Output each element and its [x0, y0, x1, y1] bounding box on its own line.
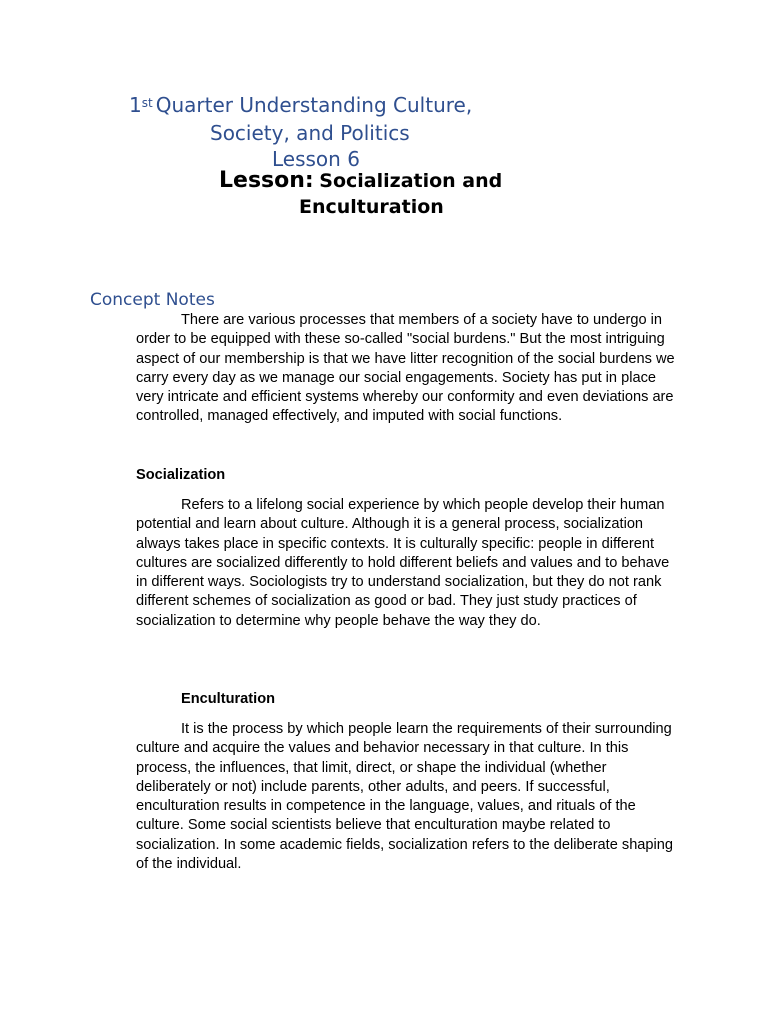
enculturation-text: It is the process by which people learn the requirements of their surrounding culture and acquire the values and behavior necessary in that culture. In this process, the influences, that limit, direct, or shape the individual (whether deliberately or not) include parents, other adults, and peers. If successful, enculturation results in competence in the language, values, and rituals of the culture. Some social scientists believe that enculturation maybe related to socialization. In some academic fields, socialization refers to the deliberate shaping of the individual.	[136, 721, 674, 873]
socialization-heading: Socialization	[136, 467, 226, 483]
lesson-heading-row-1	[219, 168, 502, 193]
concept-notes-heading: Concept Notes	[90, 290, 215, 310]
enculturation-paragraph	[136, 720, 681, 874]
lesson-title-line-1: Socialization and	[319, 170, 503, 192]
quarter-number: 1	[129, 93, 142, 117]
title-line-1	[129, 92, 472, 118]
concept-notes-text: There are various processes that members of a society have to undergo in order to be equipped with these so-called "social burdens." But the most intriguing aspect of our membership is that we have litter recognition of the social burdens we carry every day as we manage our social engagements. Society has put in place very intricate and efficient systems whereby our conformity and even deviations are controlled, managed effectively, and imputed with social functions.	[136, 312, 675, 425]
quarter-suffix: st	[141, 96, 153, 110]
socialization-text: Refers to a lifelong social experience by which people develop their human potential and learn about culture. Although it is a general process, socialization always takes place in specific contexts. It is culturally specific: people in different cultures are socialized differently to hold different beliefs and values and to behave in different ways. Sociologists try to understand socialization, but they do not rank different schemes of socialization as good or bad. They just study practices of socialization to determine why people behave the way they do.	[136, 497, 670, 629]
socialization-paragraph	[136, 496, 681, 631]
lesson-prefix: Lesson:	[219, 168, 314, 193]
lesson-title-line-2: Enculturation	[299, 196, 444, 218]
title-line-1-text: Quarter Understanding Culture,	[155, 93, 473, 117]
enculturation-heading: Enculturation	[181, 691, 276, 707]
title-line-2: Society, and Politics	[210, 121, 410, 145]
lesson-number: Lesson 6	[272, 147, 360, 171]
concept-notes-paragraph	[136, 311, 681, 427]
